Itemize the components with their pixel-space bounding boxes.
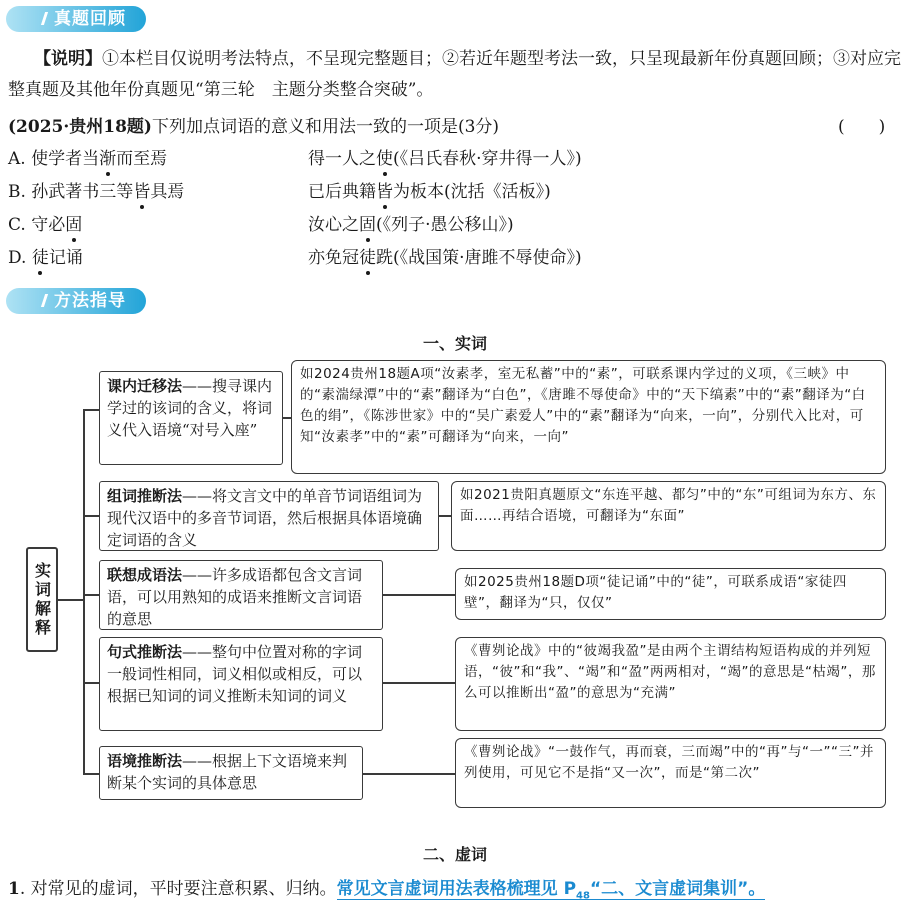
example-box: 《曹刿论战》中的“彼竭我盈”是由两个主谓结构短语构成的并列短语，“彼”和“我”、“竭”和“盈”两两相对，“竭”的意思是“枯竭”，那么可以推断出“盈”的意思为“充满” <box>455 637 886 731</box>
question-stem <box>8 115 904 139</box>
part2-item: 1. 对常见的虚词，平时要注意积累、归纳。常见文言虚词用法表格梳理见 $P_{48}“$二、文言虚词集训”。 <box>8 879 766 902</box>
example-box: 如2021贵阳真题原文“东连平越、都匀”中的“东”可组词为东方、东面……再结合语境，可翻译为“东面” <box>451 481 886 551</box>
option-b-right: 已后典籍皆为板本(沈括《活板》) <box>308 182 551 202</box>
connector <box>363 773 455 775</box>
part1-title: 一、实词 <box>422 334 487 353</box>
method-box: 句式推断法——整句中位置对称的字词一般词性相同，词义相似或相反，可以根据已知词的词义推断未知词的词义 <box>99 637 383 731</box>
reference-link[interactable]: 常见文言虚词用法表格梳理见 $P_{48}“$二、文言虚词集训”。 <box>336 879 766 902</box>
section-title: 方法指导 <box>54 291 126 311</box>
note-text: ①本栏目仅说明考法特点，不呈现完整题目；②若近年题型考法一致，只呈现最新年份真题回顾；③对应完整真题及其他年份真题见“第三轮 主题分类整合突破”。 <box>8 49 901 100</box>
chevron-icon <box>34 294 48 307</box>
option-b-left: B. 孙武著书三等皆具焉 <box>8 182 185 202</box>
question-text: 下列加点词语的意义和用法一致的一项是(3分) <box>151 117 500 137</box>
chevron-icon <box>34 12 48 25</box>
connector <box>83 594 99 596</box>
connector <box>83 515 99 517</box>
root-node: 实词解释 <box>26 547 58 652</box>
answer-blank: ( ) <box>838 117 886 137</box>
note-paragraph <box>8 44 904 106</box>
option-d-left: D. 徒记诵 <box>8 248 83 268</box>
section-tab-method-guide <box>6 288 146 314</box>
connector <box>83 409 99 411</box>
section-tab-exam-review <box>6 6 146 32</box>
connector <box>83 409 85 774</box>
connector <box>83 682 99 684</box>
example-box: 《曹刿论战》“一鼓作气，再而衰，三而竭”中的“再”与“一”“三”并列使用，可见它不是指“又一次”，而是“第二次” <box>455 738 886 808</box>
section-title: 真题回顾 <box>54 9 126 29</box>
option-a-right: 得一人之使(《吕氏春秋·穿井得一人》) <box>308 149 582 169</box>
option-c-right: 汝心之固(《列子·愚公移山》) <box>308 215 514 235</box>
option-a-left: A. 使学者当渐而至焉 <box>8 149 168 169</box>
connector <box>83 773 99 775</box>
example-box: 如2025贵州18题D项“徒记诵”中的“徒”，可联系成语“家徒四壁”，翻译为“只，仅仅” <box>455 568 886 620</box>
connector <box>58 599 84 601</box>
method-box: 联想成语法——许多成语都包含文言词语，可以用熟知的成语来推断文言词语的意思 <box>99 560 383 630</box>
connector <box>283 417 291 419</box>
example-box: 如2024贵州18题A项“汝素孝，室无私蓄”中的“素”，可联系课内学过的义项，《三峡》中的“素湍绿潭”中的“素”翻译为“白色”，《唐雎不辱使命》中的“天下缟素”中的“素”翻译为“白色的绢”，《陈涉世家》中的“吴广素爱人”中的“素”翻译为“向来，一向”，分别代入比对，可知“汝素孝”中的“素”可翻译为“向来，一向” <box>291 360 886 474</box>
part2-title: 二、虚词 <box>422 845 487 864</box>
option-c-left: C. 守必固 <box>8 215 83 235</box>
option-d-right: 亦免冠徒跣(《战国策·唐雎不辱使命》) <box>308 248 582 268</box>
connector <box>439 515 451 517</box>
question-source: (2025·贵州18题) <box>8 117 152 137</box>
method-box: 组词推断法——将文言文中的单音节词语组词为现代汉语中的多音节词语，然后根据具体语境确定词语的含义 <box>99 481 439 551</box>
connector <box>383 682 455 684</box>
method-box: 课内迁移法——搜寻课内学过的该词的含义，将词义代入语境“对号入座” <box>99 371 283 465</box>
connector <box>383 594 455 596</box>
note-label: 【说明】 <box>34 49 102 69</box>
method-box: 语境推断法——根据上下文语境来判断某个实词的具体意思 <box>99 746 363 800</box>
